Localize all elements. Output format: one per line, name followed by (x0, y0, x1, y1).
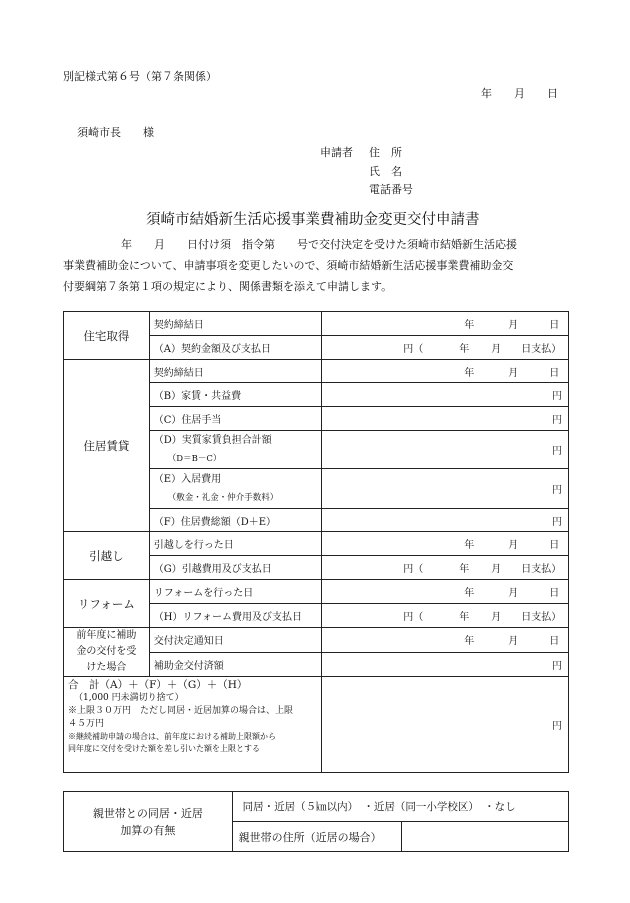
table-row (64, 628, 569, 653)
total-amount-field[interactable]: 円 (322, 677, 569, 773)
amount-date-field[interactable]: 円（ 年 月 日支払） (322, 336, 569, 360)
table-row (64, 312, 569, 336)
row-label: （B）家賃・共益費 (149, 383, 322, 407)
body-line-1: 年 月 日付け須 指令第 号で交付決定を受けた須崎市結婚新生活応援 (121, 238, 517, 251)
date-field[interactable]: 年 月 日 (322, 360, 569, 383)
row-label: 交付決定通知日 (149, 628, 322, 653)
row-label: （A）契約金額及び支払日 (149, 336, 322, 360)
page-title: 須崎市結婚新生活応援事業費補助金変更交付申請書 (146, 212, 480, 228)
table-row (64, 532, 569, 556)
amount-field[interactable]: 円 (322, 407, 569, 431)
body-line-2: 事業費補助金について、申請事項を変更したいので、須崎市結婚新生活応援事業費補助金交 (63, 259, 514, 272)
phone-label: 電話番号 (369, 183, 413, 196)
name-label: 氏 名 (369, 165, 402, 178)
amount-date-field[interactable]: 円（ 年 月 日支払） (322, 556, 569, 580)
category-previous-year: 前年度に補助 金の交付を受 けた場合 (64, 628, 150, 677)
addressee: 須崎市長 様 (77, 126, 154, 139)
proximity-options[interactable]: 同居・近居（５㎞以内） ・近居（同一小学校区） ・なし (232, 792, 568, 822)
amount-field[interactable]: 円 (322, 431, 569, 469)
row-label: （C）住居手当 (149, 407, 322, 431)
table-row (64, 677, 569, 773)
address-label: 住 所 (369, 146, 402, 159)
proximity-label: 親世帯との同居・近居 加算の有無 (64, 792, 233, 852)
table-row (64, 792, 569, 822)
row-label: リフォームを行った日 (149, 580, 322, 604)
date-field[interactable]: 年 月 日 (322, 312, 569, 336)
category-reform: リフォーム (64, 580, 150, 628)
date-line: 年 月 日 (481, 87, 558, 100)
row-label: 契約締結日 (149, 312, 322, 336)
date-field[interactable]: 年 月 日 (322, 580, 569, 604)
table-row (64, 580, 569, 604)
row-label: 補助金交付済額 (149, 652, 322, 677)
row-label: 契約締結日 (149, 360, 322, 383)
form-number: 別記様式第６号（第７条関係） (63, 70, 217, 83)
amount-field[interactable]: 円 (322, 652, 569, 677)
date-field[interactable]: 年 月 日 (322, 628, 569, 653)
category-housing-rental: 住居賃貸 (64, 360, 150, 532)
row-label: （D）実質家賃負担合計額 （D＝B－C） (149, 431, 322, 469)
category-housing-acquisition: 住宅取得 (64, 312, 150, 360)
parent-address-label: 親世帯の住所（近居の場合） (232, 822, 402, 852)
category-moving: 引越し (64, 532, 150, 580)
parent-address-field[interactable] (402, 822, 569, 852)
amount-date-field[interactable]: 円（ 年 月 日支払） (322, 604, 569, 628)
table-row (64, 360, 569, 383)
date-field[interactable]: 年 月 日 (322, 532, 569, 556)
total-label: 合 計（A）＋（F）＋（G）＋（H） （1,000 円未満切り捨て） ※上限３０万円 ただし同居・近居加算の場合は、上限 ４５万円 ※継続補助申請の場合は、前年度における補助上限額から 同年度に交付を受けた額を差し引いた額を上限とする (64, 677, 322, 773)
body-line-3: 付要綱第７条第１項の規定により、関係書類を添えて申請します。 (63, 280, 393, 293)
row-label: （G）引越費用及び支払日 (149, 556, 322, 580)
amount-field[interactable]: 円 (322, 383, 569, 407)
proximity-table (63, 791, 569, 852)
amount-field[interactable]: 円 (322, 469, 569, 509)
row-label: 引越しを行った日 (149, 532, 322, 556)
row-label: （H）リフォーム費用及び支払日 (149, 604, 322, 628)
row-label: （F）住居費総額（D＋E） (149, 509, 322, 532)
applicant-label: 申請者 (320, 146, 353, 159)
application-table (63, 311, 569, 773)
row-label: （E）入居費用 （敷金・礼金・仲介手数料） (149, 469, 322, 509)
amount-field[interactable]: 円 (322, 509, 569, 532)
